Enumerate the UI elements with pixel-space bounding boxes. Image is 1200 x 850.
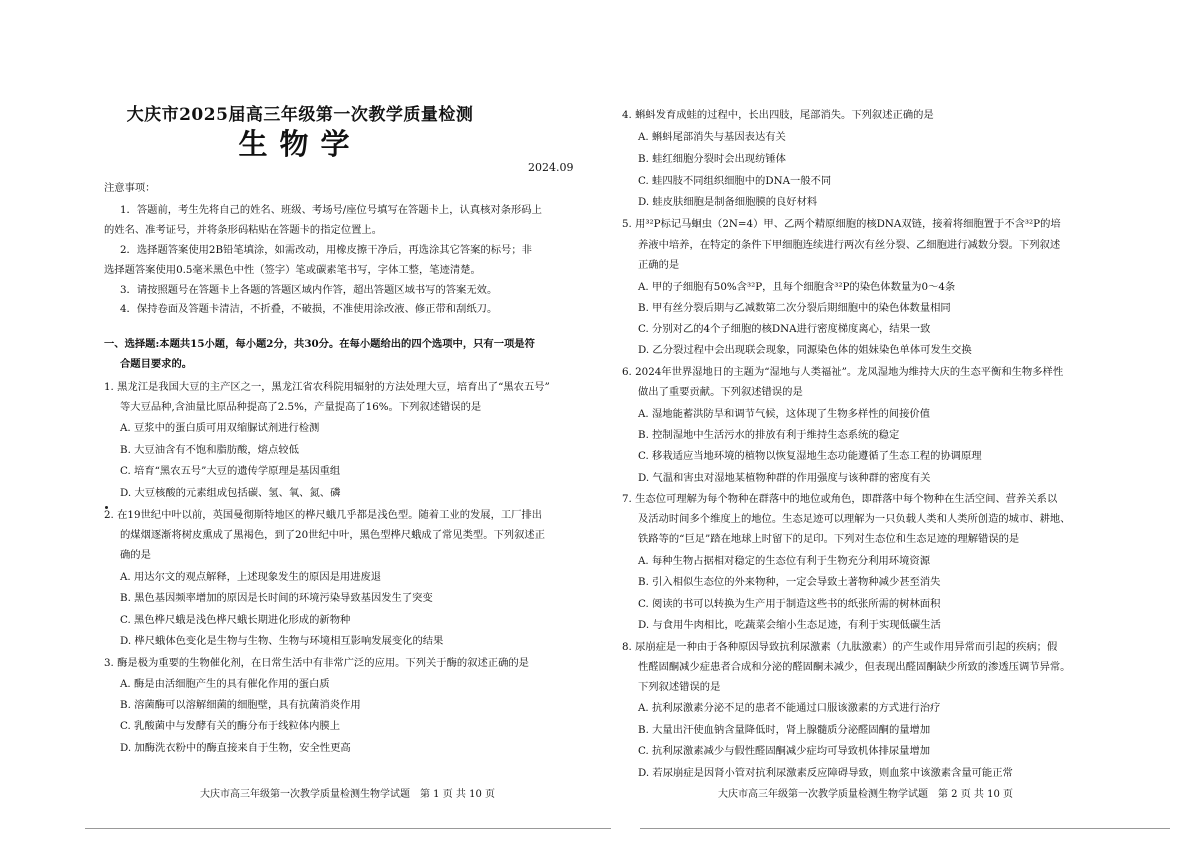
question-line: B. 大豆油含有不饱和脂肪酸，熔点较低 [120, 444, 299, 456]
question-line: 3. 酶是极为重要的生物催化剂，在日常生活中有非常广泛的应用。下列关于酶的叙述正确的是 [104, 657, 529, 669]
question-line: D. 蛙皮肤细胞是制备细胞膜的良好材料 [638, 196, 818, 208]
question-line: A. 每种生物占据相对稳定的生态位有利于生物充分利用环境资源 [638, 555, 930, 567]
question-line: 7. 生态位可理解为每个物种在群落中的地位或角色，即群落中每个物种在生活空间、营养关系以 [622, 493, 1058, 505]
question-line: A. 湿地能蓄洪防旱和调节气候，这体现了生物多样性的间接价值 [638, 408, 930, 420]
bottom-rule-left [85, 828, 611, 829]
page-footer-left: 大庆市高三年级第一次教学质量检测生物学试题 第 1 页 共 10 页 [200, 789, 495, 800]
notice-line: 4．保持卷面及答题卡清洁，不折叠，不破损，不准使用涂改液、修正带和刮纸刀。 [120, 303, 498, 315]
notice-line: 1．答题前，考生先将自己的姓名、班级、考场号/座位号填写在答题卡上，认真核对条形码上 [120, 204, 542, 216]
question-line: D. 桦尺蛾体色变化是生物与生物、生物与环境相互影响发展变化的结果 [120, 635, 444, 647]
question-line: 性醛固酮减少症患者合成和分泌的醛固酮未减少，但表现出醛固酮缺少所致的渗透压调节异常。 [638, 661, 1071, 673]
margin-dot [105, 506, 108, 509]
question-line: C. 阅读的书可以转换为生产用于制造这些书的纸张所需的树林面积 [638, 598, 941, 610]
question-line: 1. 黑龙江是我国大豆的主产区之一，黑龙江省农科院用辐射的方法处理大豆，培育出了“黑农五号” [104, 381, 550, 393]
question-line: D. 加酶洗衣粉中的酶直接来自于生物，安全性更高 [120, 742, 351, 754]
subject-heading: 生物学 [238, 127, 362, 161]
question-line: 2. 在19世纪中叶以前，英国曼彻斯特地区的桦尺蛾几乎都是浅色型。随着工业的发展，工厂排出 [104, 509, 543, 521]
question-line: 及活动时间多个维度上的地位。生态足迹可以理解为一只负载人类和人类所创造的城市、耕地、 [638, 513, 1071, 525]
question-line: D. 若尿崩症是因肾小管对抗利尿激素反应障碍导致，则血浆中该激素含量可能正常 [638, 767, 1013, 779]
notice-line: 选择题答案使用0.5毫米黑色中性（签字）笔或碳素笔书写，字体工整，笔迹清楚。 [104, 264, 481, 276]
question-line: B. 溶菌酶可以溶解细菌的细胞壁，具有抗菌消炎作用 [120, 699, 361, 711]
notice-line: 3．请按照题号在答题卡上各题的答题区域内作答，超出答题区域书写的答案无效。 [120, 284, 498, 296]
question-line: B. 引入相似生态位的外来物种，一定会导致土著物种减少甚至消失 [638, 576, 941, 588]
question-line: C. 黑色桦尺蛾是浅色桦尺蛾长期进化形成的新物种 [120, 614, 351, 626]
question-line: 等大豆品种,含油量比原品种提高了2.5%，产量提高了16%。下列叙述错误的是 [120, 401, 482, 413]
question-line: C. 蛙四肢不同组织细胞中的DNA一般不同 [638, 175, 832, 187]
page-right [600, 0, 1200, 850]
question-line: A. 用达尔文的观点解释，上述现象发生的原因是用进废退 [120, 571, 382, 583]
question-line: A. 蝌蚪尾部消失与基因表达有关 [638, 131, 786, 143]
question-line: B. 控制湿地中生活污水的排放有利于维持生态系统的稳定 [638, 429, 900, 441]
question-line: D. 与食用牛肉相比，吃蔬菜会缩小生态足迹，有利于实现低碳生活 [638, 619, 941, 631]
question-line: C. 分别对乙的4个子细胞的核DNA进行密度梯度离心，结果一致 [638, 323, 931, 335]
exam-date: 2024.09 [528, 161, 574, 174]
question-line: A. 抗利尿激素分泌不足的患者不能通过口服该激素的方式进行治疗 [638, 702, 941, 714]
question-line: D. 气温和害虫对湿地某植物种群的作用强度与该种群的密度有关 [638, 472, 931, 484]
question-line: A. 酶是由活细胞产生的具有催化作用的蛋白质 [120, 678, 330, 690]
notice-heading: 注意事项： [104, 182, 156, 194]
page-footer-right: 大庆市高三年级第一次教学质量检测生物学试题 第 2 页 共 10 页 [718, 789, 1013, 800]
section-line: 合题目要求的。 [120, 358, 193, 370]
question-line: 6. 2024年世界湿地日的主题为“湿地与人类福祉”。龙凤湿地为维持大庆的生态平衡和生物多样性 [622, 366, 1064, 378]
question-line: 5. 用³²P标记马蛔虫（2N=4）甲、乙两个精原细胞的核DNA双链，接着将细胞置于不含³²P的培 [622, 218, 1061, 230]
question-line: 下列叙述错误的是 [638, 681, 721, 693]
question-line: B. 甲有丝分裂后期与乙减数第二次分裂后期细胞中的染色体数量相同 [638, 302, 951, 314]
notice-line: 的姓名、准考证号，并将条形码粘贴在答题卡的指定位置上。 [104, 224, 383, 236]
question-line: C. 培育“黑农五号”大豆的遗传学原理是基因重组 [120, 465, 341, 477]
question-line: 的煤烟逐渐将树皮熏成了黑褐色，到了20世纪中叶，黑色型桦尺蛾成了常见类型。下列叙述正 [120, 529, 545, 541]
notice-line: 2．选择题答案使用2B铅笔填涂，如需改动，用橡皮擦干净后，再选涂其它答案的标号；非 [120, 244, 532, 256]
question-line: 8. 尿崩症是一种由于各种原因导致抗利尿激素（九肽激素）的产生或作用异常而引起的疾病；假 [622, 641, 1058, 653]
question-line: D. 乙分裂过程中会出现联会现象，同源染色体的姐妹染色单体可发生交换 [638, 344, 972, 356]
question-line: B. 大量出汗使血钠含量降低时，肾上腺髓质分泌醛固酮的量增加 [638, 724, 931, 736]
question-line: C. 移栽适应当地环境的植物以恢复湿地生态功能遵循了生态工程的协调原理 [638, 450, 982, 462]
question-line: 做出了重要贡献。下列叙述错误的是 [638, 386, 803, 398]
question-line: A. 甲的子细胞有50%含³²P，且每个细胞含³²P的染色体数量为0～4条 [638, 281, 956, 293]
question-line: B. 黑色基因频率增加的原因是长时间的环境污染导致基因发生了突变 [120, 592, 433, 604]
section-line: 一、选择题:本题共15小题，每小题2分，共30分。在每小题给出的四个选项中，只有一项是符 [104, 338, 535, 350]
question-line: 确的是 [120, 549, 151, 561]
question-line: 4. 蝌蚪发育成蛙的过程中，长出四肢，尾部消失。下列叙述正确的是 [622, 109, 934, 121]
exam-title: 大庆市2025届高三年级第一次教学质量检测 [126, 105, 474, 125]
question-line: D. 大豆核酸的元素组成包括碳、氢、氧、氮、磷 [120, 487, 341, 499]
question-line: A. 豆浆中的蛋白质可用双缩脲试剂进行检测 [120, 422, 320, 434]
question-line: 正确的是 [638, 259, 680, 271]
question-line: B. 蛙红细胞分裂时会出现纺锤体 [638, 153, 786, 165]
question-line: 养液中培养，在特定的条件下甲细胞连续进行两次有丝分裂、乙细胞进行减数分裂。下列叙述 [638, 239, 1061, 251]
question-line: C. 乳酸菌中与发酵有关的酶分布于线粒体内膜上 [120, 720, 340, 732]
question-line: C. 抗利尿激素减少与假性醛固酮减少症均可导致机体排尿量增加 [638, 745, 931, 757]
question-line: 铁路等的“巨足”踏在地球上时留下的足印。下列对生态位和生态足迹的理解错误的是 [638, 533, 1020, 545]
bottom-rule-right [640, 828, 1170, 829]
